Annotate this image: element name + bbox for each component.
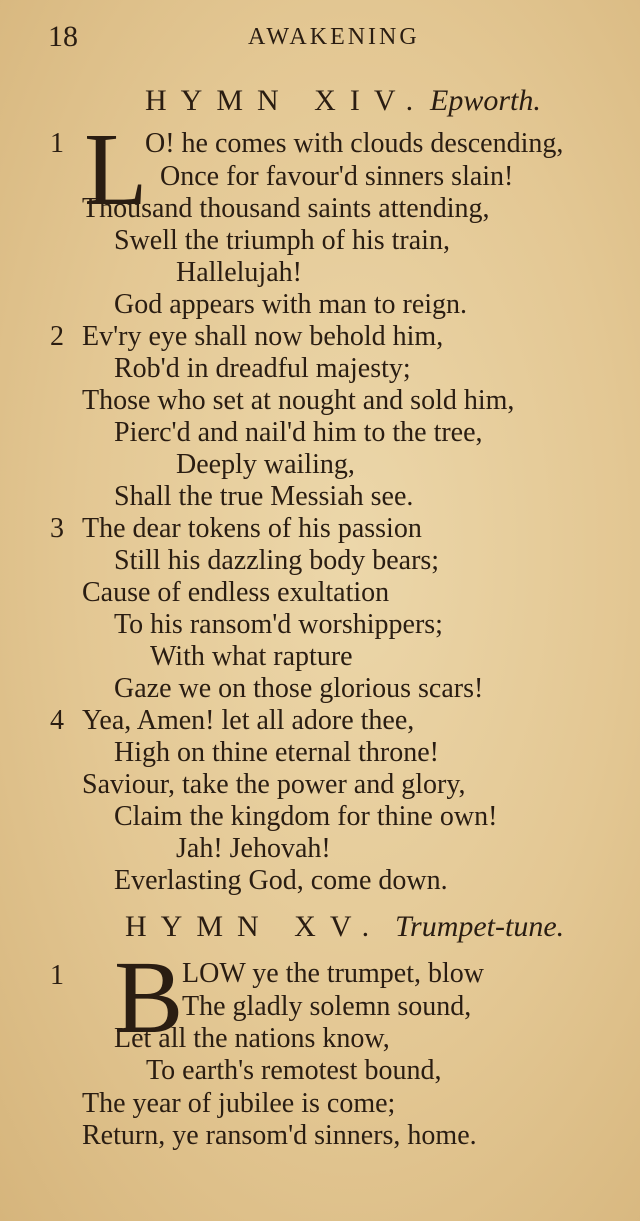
hymn-14-v3-line-4: To his ransom'd worshippers;	[114, 609, 443, 640]
hymn-14-verse-4-number: 4	[50, 705, 64, 736]
hymn-14-v3-line-2: Still his dazzling body bears;	[114, 545, 440, 576]
hymn-14-v1-line-1: O! he comes with clouds descending,	[145, 128, 564, 159]
hymn-14-drop-cap: L	[84, 112, 148, 227]
hymn-14-v3-line-1: The dear tokens of his passion	[82, 513, 422, 544]
hymn-14-v3-line-5: With what rapture	[150, 641, 353, 672]
hymn-14-v2-line-4: Pierc'd and nail'd him to the tree,	[114, 417, 483, 448]
hymn-14-v1-line-4: Swell the triumph of his train,	[114, 225, 450, 256]
hymn-15-drop-cap: B	[114, 940, 184, 1055]
hymn-14-tune: Epworth.	[430, 84, 541, 117]
hymn-15-v1-line-6: Return, ye ransom'd sinners, home.	[82, 1120, 477, 1151]
hymn-14-v3-line-3: Cause of endless exultation	[82, 577, 390, 608]
hymn-15-tune: Trumpet-tune.	[395, 910, 565, 943]
hymn-15-title: HYMN XV.	[125, 910, 384, 943]
hymn-14-v3-line-6: Gaze we on those glorious scars!	[114, 673, 484, 704]
hymn-15-v1-line-5: The year of jubilee is come;	[82, 1088, 396, 1119]
hymn-14-verse-3-number: 3	[50, 513, 64, 544]
hymn-14-v4-line-1: Yea, Amen! let all adore thee,	[82, 705, 415, 736]
running-head: AWAKENING	[248, 24, 420, 50]
hymn-14-v1-line-5: Hallelujah!	[176, 257, 302, 288]
hymn-15-v1-line-1: LOW ye the trumpet, blow	[182, 958, 484, 989]
hymn-15-v1-line-4: To earth's remotest bound,	[146, 1055, 442, 1086]
hymn-14-verse-1-number: 1	[50, 128, 64, 159]
hymn-15-verse-1-number: 1	[50, 960, 64, 991]
hymn-15-v1-line-3: Let all the nations know,	[114, 1023, 390, 1054]
hymn-14-v2-line-3: Those who set at nought and sold him,	[82, 385, 515, 416]
hymn-14-v2-line-2: Rob'd in dreadful majesty;	[114, 353, 411, 384]
hymn-14-v1-line-2: Once for favour'd sinners slain!	[160, 161, 514, 192]
hymn-14-v1-line-3: Thousand thousand saints attending,	[82, 193, 490, 224]
hymn-14-verse-2-number: 2	[50, 321, 64, 352]
hymn-14-title: HYMN XIV.	[145, 84, 428, 117]
hymn-15-v1-line-2: The gladly solemn sound,	[182, 991, 472, 1022]
hymn-14-v4-line-3: Saviour, take the power and glory,	[82, 769, 466, 800]
hymn-14-v4-line-6: Everlasting God, come down.	[114, 865, 448, 896]
hymn-14-v2-line-1: Ev'ry eye shall now behold him,	[82, 321, 444, 352]
page-number: 18	[48, 20, 78, 53]
hymn-14-v1-line-6: God appears with man to reign.	[114, 289, 468, 320]
hymn-14-v4-line-5: Jah! Jehovah!	[176, 833, 331, 864]
hymn-14-v2-line-6: Shall the true Messiah see.	[114, 481, 414, 512]
hymn-14-v4-line-2: High on thine eternal throne!	[114, 737, 440, 768]
hymn-14-v4-line-4: Claim the kingdom for thine own!	[114, 801, 498, 832]
hymn-14-v2-line-5: Deeply wailing,	[176, 449, 355, 480]
